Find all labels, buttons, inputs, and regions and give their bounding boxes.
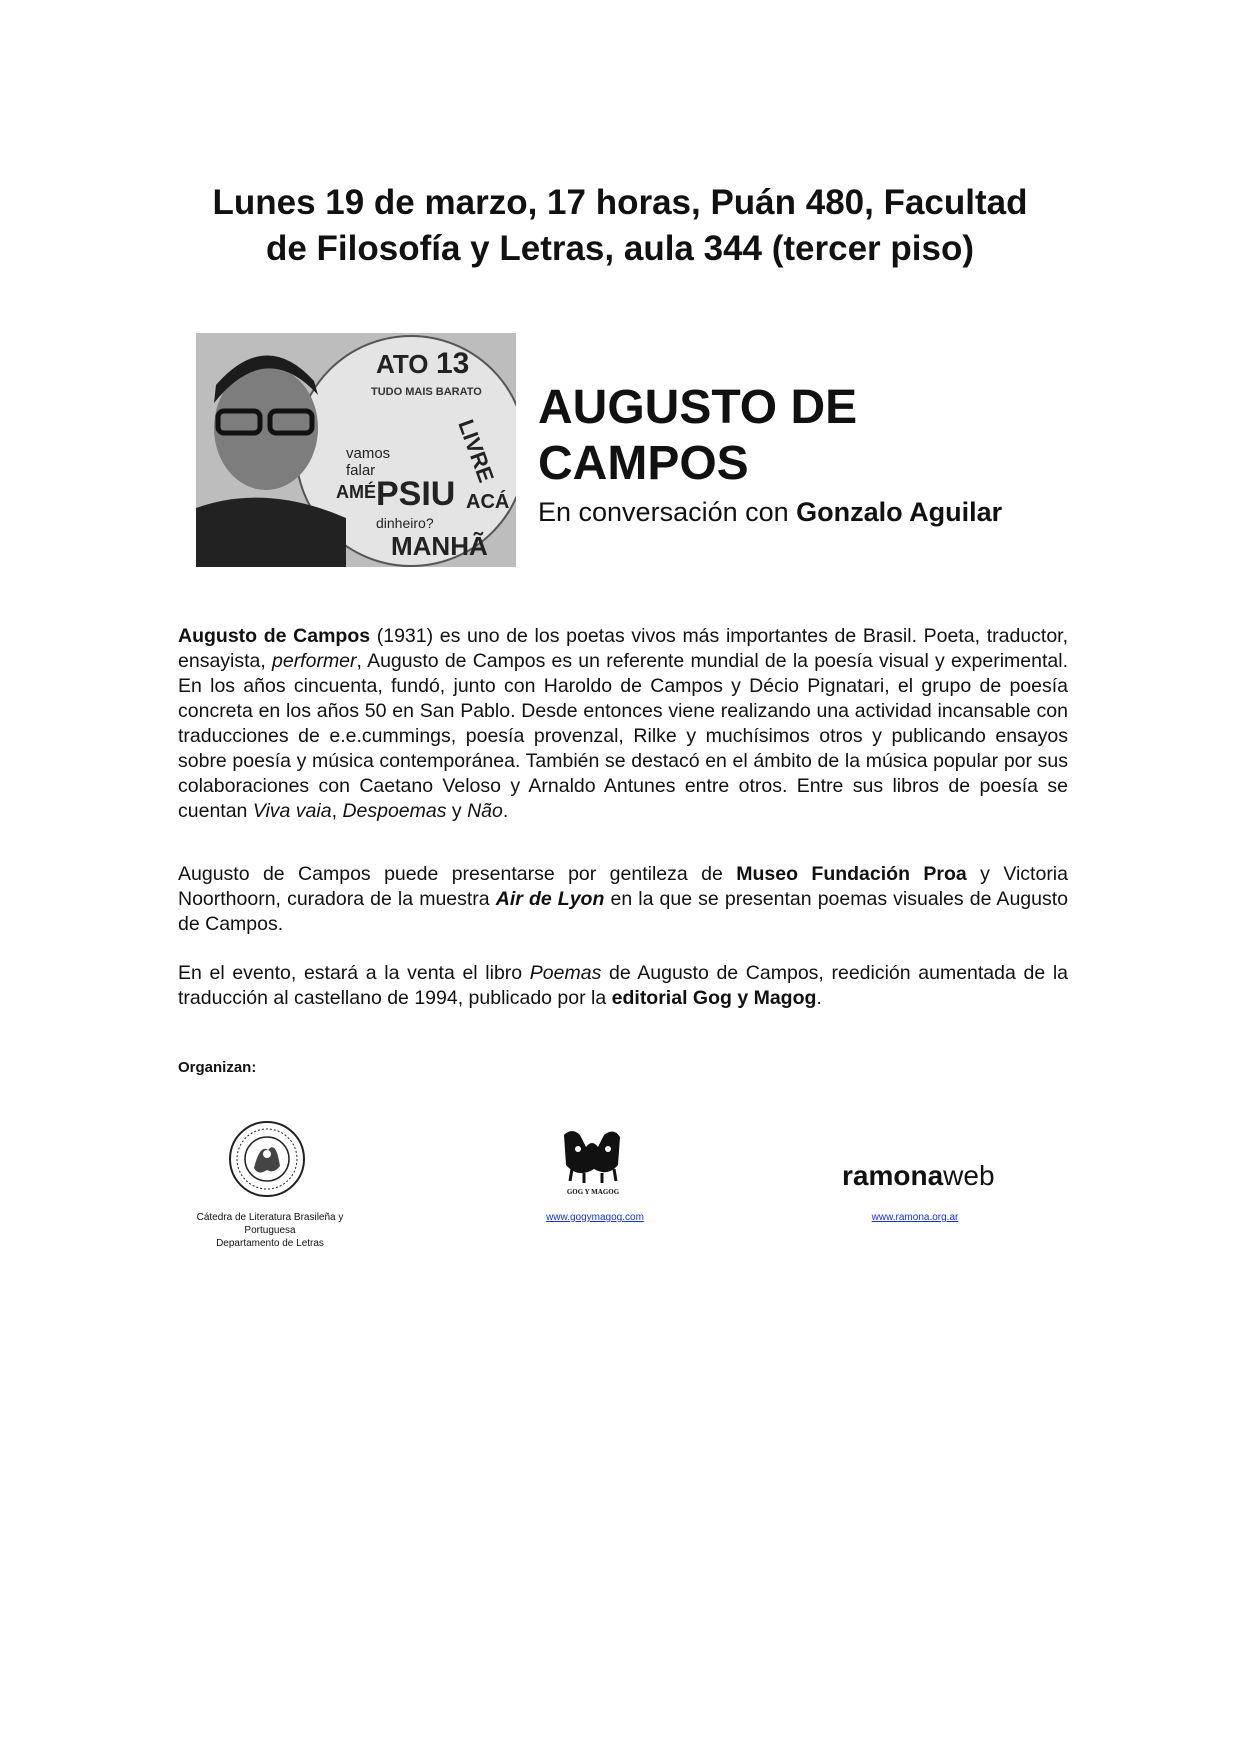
photo-word: AMÉ [336, 482, 376, 502]
book-title: Poemas [529, 962, 602, 984]
uba-caption-line1: Cátedra de Literatura Brasileña y Portuguesa [196, 1212, 344, 1236]
speaker-name [538, 380, 938, 492]
bio-text: , [331, 800, 343, 822]
ramona-web-logo [842, 1160, 995, 1192]
photo-word: 13 [436, 347, 470, 380]
photo-word: ATO [376, 349, 429, 379]
bio-text: y [446, 800, 468, 822]
sale-text: de Augusto de Campos, reedición aumentada de la traducción al castellano de 1994, publicado por la [178, 962, 1069, 1009]
event-header-line1: Lunes 19 de marzo, 17 horas, Puán 480, Facultad [212, 183, 1028, 222]
photo-word: MANHÃ [391, 531, 488, 561]
photo-word: TUDO MAIS BARATO [371, 386, 482, 398]
gog-logo-text: GOG Y MAGOG [566, 1188, 620, 1196]
ramona-link[interactable]: www.ramona.org.ar [871, 1212, 959, 1223]
gog-link[interactable]: www.gogymagog.com [546, 1212, 644, 1223]
museum-name: Museo Fundación Proa [736, 863, 967, 885]
photo-word: dinheiro? [376, 515, 434, 531]
organizers-label: Organizan: [178, 1059, 257, 1076]
sale-text: . [816, 987, 822, 1009]
photo-word: ACÁ [466, 491, 510, 513]
book-title: Despoemas [342, 800, 447, 822]
speaker-name-line2: CAMPOS [538, 437, 749, 490]
uba-seal-icon [228, 1120, 306, 1198]
bio-name: Augusto de Campos [178, 625, 371, 647]
uba-caption-line2: Departamento de Letras [216, 1238, 324, 1249]
subtitle-prefix: En conversación con [538, 497, 797, 527]
bio-performer: performer [272, 650, 357, 672]
gog-caption [520, 1211, 670, 1224]
photo-word: PSIU [376, 475, 456, 513]
exhibition-name: Air de Lyon [495, 888, 605, 910]
moderator-name: Gonzalo Aguilar [796, 497, 1003, 527]
book-title: Viva vaia [252, 800, 332, 822]
uba-caption [170, 1211, 370, 1250]
speaker-subtitle [538, 496, 1002, 528]
ramona-caption [850, 1211, 980, 1224]
sponsor-text: y Victoria Noorthoorn, curadora de la muestra [178, 863, 1068, 910]
photo-word: falar [346, 462, 376, 479]
event-header [150, 180, 1090, 272]
book-title: Não [467, 800, 503, 822]
photo-word: vamos [346, 445, 391, 462]
ramona-logo-light: web [943, 1160, 995, 1191]
book-sale-paragraph [178, 961, 1068, 1011]
speaker-name-line1: AUGUSTO DE [538, 381, 858, 434]
gog-y-magog-logo [558, 1125, 628, 1197]
publisher-name: editorial Gog y Magog [611, 987, 817, 1009]
sponsor-text: Augusto de Campos puede presentarse por gentileza de [178, 863, 737, 885]
bio-text: . [502, 800, 509, 822]
sale-text: En el evento, estará a la venta el libro [178, 962, 530, 984]
sponsor-paragraph [178, 862, 1068, 937]
bio-text: , Augusto de Campos es un referente mundial de la poesía visual y experimental. En los años cincuenta, fundó, junto con Haroldo de Campos y Décio Pignatari, el grupo de poesía concreta en los años 50 en San Pablo. Desde entonces viene realizando una actividad incansable con traducciones de e.e.cummings, poesía provenzal, Rilke y muchísimos otros y publicando ensayos sobre poesía y música contemporánea. También se destacó en el ámbito de la música popular por sus colaboraciones con Caetano Veloso y Arnaldo Antunes entre otros. Entre sus libros de poesía se cuentan [178, 650, 1068, 822]
speaker-photo [196, 333, 516, 567]
bio-text: (1931) es uno de los poetas vivos más importantes de Brasil. Poeta, traductor, ensayista, [178, 625, 1068, 672]
bio-paragraph [178, 624, 1068, 824]
sponsor-text: en la que se presentan poemas visuales de Augusto de Campos. [178, 888, 1068, 935]
photo-word: LIVRE [453, 416, 499, 486]
event-header-line2: de Filosofía y Letras, aula 344 (tercer piso) [265, 229, 975, 268]
ramona-logo-bold: ramona [842, 1160, 944, 1191]
